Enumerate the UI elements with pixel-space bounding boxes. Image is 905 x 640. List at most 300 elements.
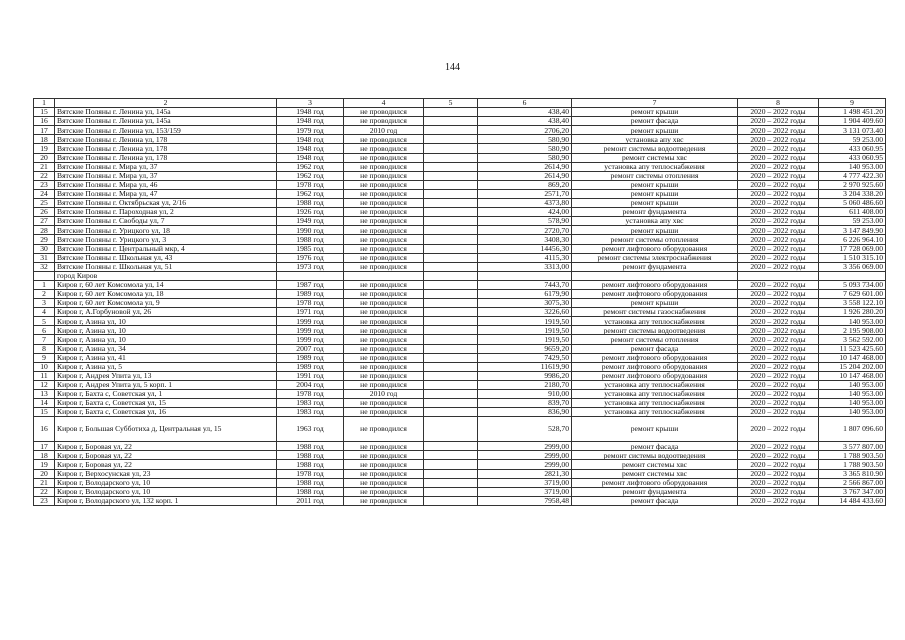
table-row xyxy=(34,244,886,253)
cell-cost: 3 365 810.90 xyxy=(819,469,886,478)
table-row xyxy=(34,208,886,217)
cell-build-year: 1989 год xyxy=(277,362,344,371)
cell-work-type: ремонт крыши xyxy=(572,126,738,135)
cell-work-type: ремонт системы хвс xyxy=(572,469,738,478)
cell-last-repair-year: не проводился xyxy=(344,299,424,308)
cell-period: 2020 – 2022 годы xyxy=(738,144,819,153)
cell-work-type: установка апу хвс xyxy=(572,217,738,226)
cell-area: 9659,20 xyxy=(478,344,572,353)
cell-area: 580,90 xyxy=(478,153,572,162)
cell-cost: 10 147 468.00 xyxy=(819,353,886,362)
cell-area: 1919,50 xyxy=(478,317,572,326)
cell-build-year: 1988 год xyxy=(277,478,344,487)
cell-last-repair-year: не проводился xyxy=(344,162,424,171)
table-row xyxy=(34,344,886,353)
cell-col-5 xyxy=(424,253,478,262)
cell-last-repair-year: не проводился xyxy=(344,208,424,217)
cell-work-type: ремонт фундамента xyxy=(572,208,738,217)
cell-col-5 xyxy=(424,135,478,144)
cell-cost: 14 484 433.60 xyxy=(819,496,886,505)
cell-area: 2999,00 xyxy=(478,460,572,469)
table-row xyxy=(34,353,886,362)
cell-work-type: ремонт фасада xyxy=(572,344,738,353)
cell-period: 2020 – 2022 годы xyxy=(738,217,819,226)
cell-row-number: 26 xyxy=(34,208,55,217)
cell-build-year: 1983 год xyxy=(277,399,344,408)
cell-address: Вятские Поляны г. Мира ул, 37 xyxy=(55,171,277,180)
cell-period: 2020 – 2022 годы xyxy=(738,289,819,298)
cell-period: 2020 – 2022 годы xyxy=(738,478,819,487)
cell-address: Киров г, Большая Субботиха д, Центральная ул, 15 xyxy=(55,417,277,442)
cell-cost: 3 131 073.40 xyxy=(819,126,886,135)
cell-address: Киров г, Володарского ул, 10 xyxy=(55,487,277,496)
table-row xyxy=(34,317,886,326)
column-header: 1 xyxy=(34,99,55,108)
cell-cost: 4 777 422.30 xyxy=(819,171,886,180)
column-header: 7 xyxy=(572,99,738,108)
table-row xyxy=(34,496,886,505)
cell-row-number: 25 xyxy=(34,199,55,208)
cell-cost: 11 523 425.60 xyxy=(819,344,886,353)
cell-area: 3075,30 xyxy=(478,299,572,308)
cell-work-type: ремонт системы хвс xyxy=(572,153,738,162)
cell-last-repair-year: не проводился xyxy=(344,460,424,469)
cell-address: Киров г, Азина ул, 10 xyxy=(55,335,277,344)
cell-address: Киров г, Азина ул, 10 xyxy=(55,317,277,326)
cell-col-5 xyxy=(424,171,478,180)
table-row xyxy=(34,451,886,460)
cell-address: Киров г, Азина ул, 5 xyxy=(55,362,277,371)
table-row xyxy=(34,217,886,226)
cell-cost: 140 953.00 xyxy=(819,162,886,171)
cell-address: Киров г, Боровая ул, 22 xyxy=(55,460,277,469)
cell-period: 2020 – 2022 годы xyxy=(738,469,819,478)
cell-col-5 xyxy=(424,417,478,442)
cell-period: 2020 – 2022 годы xyxy=(738,460,819,469)
cell-cost: 1 926 280.20 xyxy=(819,308,886,317)
cell-period: 2020 – 2022 годы xyxy=(738,362,819,371)
cell-row-number: 17 xyxy=(34,126,55,135)
cell-build-year: 1948 год xyxy=(277,135,344,144)
cell-area: 3408,30 xyxy=(478,235,572,244)
cell-area: 7443,70 xyxy=(478,280,572,289)
cell-work-type: ремонт системы отопления xyxy=(572,235,738,244)
cell-period: 2020 – 2022 годы xyxy=(738,317,819,326)
cell-row-number: 10 xyxy=(34,362,55,371)
cell-col-5 xyxy=(424,189,478,198)
cell-area: 438,40 xyxy=(478,117,572,126)
cell-address: Киров г, Андрея Упита ул, 13 xyxy=(55,371,277,380)
cell-cost: 1 498 451.20 xyxy=(819,108,886,117)
cell-last-repair-year: не проводился xyxy=(344,189,424,198)
cell-period: 2020 – 2022 годы xyxy=(738,326,819,335)
cell-build-year: 1991 год xyxy=(277,371,344,380)
cell-period: 2020 – 2022 годы xyxy=(738,371,819,380)
cell-period: 2020 – 2022 годы xyxy=(738,162,819,171)
cell-area: 2180,70 xyxy=(478,380,572,389)
cell-row-number: 6 xyxy=(34,326,55,335)
table-row xyxy=(34,469,886,478)
cell-last-repair-year: не проводился xyxy=(344,226,424,235)
cell-period: 2020 – 2022 годы xyxy=(738,117,819,126)
table-row xyxy=(34,144,886,153)
cell-work-type: ремонт фасада xyxy=(572,496,738,505)
cell-address: Киров г, 60 лет Комсомола ул, 18 xyxy=(55,289,277,298)
cell-build-year: 1962 год xyxy=(277,189,344,198)
cell-row-number: 15 xyxy=(34,408,55,417)
cell-address: Вятские Поляны г. Ленина ул, 145а xyxy=(55,108,277,117)
cell-period: 2020 – 2022 годы xyxy=(738,244,819,253)
cell-work-type: ремонт системы электроснабжения xyxy=(572,253,738,262)
cell-cost xyxy=(819,271,886,280)
cell-work-type: ремонт системы газоснабжения xyxy=(572,308,738,317)
cell-area: 2999,00 xyxy=(478,451,572,460)
cell-last-repair-year: не проводился xyxy=(344,235,424,244)
cell-build-year: 1978 год xyxy=(277,299,344,308)
column-header: 4 xyxy=(344,99,424,108)
table-row xyxy=(34,235,886,244)
cell-cost: 3 562 592.00 xyxy=(819,335,886,344)
table-row xyxy=(34,262,886,271)
cell-work-type: ремонт крыши xyxy=(572,226,738,235)
cell-row-number: 5 xyxy=(34,317,55,326)
cell-col-5 xyxy=(424,390,478,399)
cell-work-type: ремонт системы отопления xyxy=(572,171,738,180)
cell-col-5 xyxy=(424,217,478,226)
cell-area: 2571,70 xyxy=(478,189,572,198)
table-row xyxy=(34,180,886,189)
cell-col-5 xyxy=(424,144,478,153)
cell-row-number: 17 xyxy=(34,442,55,451)
cell-build-year: 1978 год xyxy=(277,180,344,189)
cell-work-type: установка апу теплоснабжения xyxy=(572,390,738,399)
table-row xyxy=(34,460,886,469)
cell-work-type: ремонт лифтового оборудования xyxy=(572,280,738,289)
cell-row-number: 19 xyxy=(34,460,55,469)
cell-build-year: 1987 год xyxy=(277,280,344,289)
cell-col-5 xyxy=(424,460,478,469)
cell-period: 2020 – 2022 годы xyxy=(738,417,819,442)
cell-area: 4373,80 xyxy=(478,199,572,208)
cell-cost: 1 904 409.60 xyxy=(819,117,886,126)
cell-work-type: ремонт фундамента xyxy=(572,487,738,496)
cell-address: Вятские Поляны г. Школьная ул, 43 xyxy=(55,253,277,262)
table-row xyxy=(34,308,886,317)
cell-area: 580,90 xyxy=(478,144,572,153)
cell-row-number: 23 xyxy=(34,496,55,505)
table-row xyxy=(34,390,886,399)
cell-work-type: ремонт крыши xyxy=(572,417,738,442)
cell-build-year: 1963 год xyxy=(277,417,344,442)
cell-col-5 xyxy=(424,353,478,362)
cell-period: 2020 – 2022 годы xyxy=(738,280,819,289)
cell-period: 2020 – 2022 годы xyxy=(738,171,819,180)
cell-address: Киров г, Азина ул, 10 xyxy=(55,326,277,335)
cell-address: Вятские Поляны г. Урицкого ул, 18 xyxy=(55,226,277,235)
cell-row-number: 18 xyxy=(34,451,55,460)
cell-address: Вятские Поляны г. Урицкого ул, 3 xyxy=(55,235,277,244)
cell-address: Киров г, Бахта с, Советская ул, 16 xyxy=(55,408,277,417)
table-row xyxy=(34,442,886,451)
cell-row-number: 2 xyxy=(34,289,55,298)
cell-work-type: ремонт системы хвс xyxy=(572,460,738,469)
cell-area: 2614,90 xyxy=(478,171,572,180)
cell-cost: 6 226 964.10 xyxy=(819,235,886,244)
cell-last-repair-year: не проводился xyxy=(344,135,424,144)
cell-last-repair-year: не проводился xyxy=(344,308,424,317)
cell-row-number: 24 xyxy=(34,189,55,198)
cell-area: 4115,30 xyxy=(478,253,572,262)
column-header: 5 xyxy=(424,99,478,108)
table-row xyxy=(34,299,886,308)
cell-work-type: ремонт крыши xyxy=(572,299,738,308)
cell-col-5 xyxy=(424,162,478,171)
cell-build-year: 1988 год xyxy=(277,460,344,469)
cell-row-number: 21 xyxy=(34,478,55,487)
cell-period: 2020 – 2022 годы xyxy=(738,135,819,144)
cell-last-repair-year: не проводился xyxy=(344,253,424,262)
cell-area: 424,00 xyxy=(478,208,572,217)
cell-row-number: 16 xyxy=(34,117,55,126)
cell-area: 839,70 xyxy=(478,399,572,408)
cell-period: 2020 – 2022 годы xyxy=(738,262,819,271)
cell-address: Вятские Поляны г. Октябрьская ул, 2/16 xyxy=(55,199,277,208)
table-row xyxy=(34,487,886,496)
cell-work-type: ремонт лифтового оборудования xyxy=(572,244,738,253)
cell-work-type: ремонт фасада xyxy=(572,117,738,126)
cell-area: 1919,50 xyxy=(478,335,572,344)
cell-build-year: 1988 год xyxy=(277,451,344,460)
cell-work-type: ремонт системы водоотведения xyxy=(572,451,738,460)
cell-build-year: 2004 год xyxy=(277,380,344,389)
cell-col-5 xyxy=(424,180,478,189)
table-row xyxy=(34,108,886,117)
cell-work-type: ремонт крыши xyxy=(572,108,738,117)
cell-work-type: ремонт крыши xyxy=(572,189,738,198)
cell-col-5 xyxy=(424,451,478,460)
cell-cost: 5 060 486.60 xyxy=(819,199,886,208)
cell-col-5 xyxy=(424,308,478,317)
cell-cost: 59 253.00 xyxy=(819,217,886,226)
cell-area: 11619,90 xyxy=(478,362,572,371)
cell-col-5 xyxy=(424,153,478,162)
cell-period: 2020 – 2022 годы xyxy=(738,451,819,460)
cell-last-repair-year: не проводился xyxy=(344,408,424,417)
cell-row-number: 11 xyxy=(34,371,55,380)
cell-address: Вятские Поляны г. Ленина ул, 178 xyxy=(55,153,277,162)
cell-period: 2020 – 2022 годы xyxy=(738,235,819,244)
cell-cost: 433 060.95 xyxy=(819,144,886,153)
cell-last-repair-year: не проводился xyxy=(344,469,424,478)
cell-cost: 140 953.00 xyxy=(819,380,886,389)
table-row xyxy=(34,126,886,135)
cell-area: 578,90 xyxy=(478,217,572,226)
data-table xyxy=(33,98,886,506)
cell-col-5 xyxy=(424,317,478,326)
cell-cost: 433 060.95 xyxy=(819,153,886,162)
cell-work-type: установка апу теплоснабжения xyxy=(572,399,738,408)
cell-last-repair-year: не проводился xyxy=(344,289,424,298)
cell-cost: 10 147 468.00 xyxy=(819,371,886,380)
cell-build-year: 1989 год xyxy=(277,289,344,298)
cell-period: 2020 – 2022 годы xyxy=(738,496,819,505)
cell-work-type: установка апу теплоснабжения xyxy=(572,380,738,389)
table-row xyxy=(34,371,886,380)
page-number: 144 xyxy=(445,62,460,73)
cell-work-type: ремонт лифтового оборудования xyxy=(572,289,738,298)
cell-build-year: 1989 год xyxy=(277,353,344,362)
cell-address: Киров г, Азина ул, 41 xyxy=(55,353,277,362)
cell-period: 2020 – 2022 годы xyxy=(738,189,819,198)
table-row xyxy=(34,280,886,289)
cell-row-number: 19 xyxy=(34,144,55,153)
cell-last-repair-year: не проводился xyxy=(344,199,424,208)
cell-col-5 xyxy=(424,244,478,253)
cell-build-year: 1949 год xyxy=(277,217,344,226)
cell-last-repair-year: не проводился xyxy=(344,217,424,226)
cell-address: Вятские Поляны г. Ленина ул, 153/159 xyxy=(55,126,277,135)
cell-period: 2020 – 2022 годы xyxy=(738,380,819,389)
cell-last-repair-year: не проводился xyxy=(344,344,424,353)
cell-area: 580,90 xyxy=(478,135,572,144)
cell-last-repair-year: не проводился xyxy=(344,380,424,389)
column-header: 8 xyxy=(738,99,819,108)
cell-area: 438,40 xyxy=(478,108,572,117)
table-row xyxy=(34,417,886,442)
cell-col-5 xyxy=(424,496,478,505)
cell-address: Вятские Поляны г. Центральный мкр, 4 xyxy=(55,244,277,253)
cell-address: Киров г, Боровая ул, 22 xyxy=(55,451,277,460)
cell-col-5 xyxy=(424,299,478,308)
cell-address: Вятские Поляны г. Школьная ул, 51 xyxy=(55,262,277,271)
cell-build-year: 1985 год xyxy=(277,244,344,253)
cell-build-year: 2011 год xyxy=(277,496,344,505)
cell-row-number: 30 xyxy=(34,244,55,253)
cell-build-year: 1988 год xyxy=(277,199,344,208)
cell-last-repair-year: не проводился xyxy=(344,362,424,371)
cell-build-year: 2007 год xyxy=(277,344,344,353)
cell-area: 9986,20 xyxy=(478,371,572,380)
cell-col-5 xyxy=(424,399,478,408)
cell-work-type: ремонт крыши xyxy=(572,199,738,208)
cell-area: 910,00 xyxy=(478,390,572,399)
cell-col-5 xyxy=(424,199,478,208)
cell-cost: 1 788 903.50 xyxy=(819,451,886,460)
cell-row-number: 7 xyxy=(34,335,55,344)
cell-work-type: ремонт лифтового оборудования xyxy=(572,353,738,362)
cell-build-year: 1988 год xyxy=(277,235,344,244)
cell-col-5 xyxy=(424,478,478,487)
cell-area: 836,90 xyxy=(478,408,572,417)
cell-work-type: установка апу теплоснабжения xyxy=(572,162,738,171)
cell-cost: 3 204 338.20 xyxy=(819,189,886,198)
cell-period: 2020 – 2022 годы xyxy=(738,180,819,189)
cell-last-repair-year: не проводился xyxy=(344,335,424,344)
cell-col-5 xyxy=(424,117,478,126)
cell-col-5 xyxy=(424,335,478,344)
cell-row-number: 4 xyxy=(34,308,55,317)
cell-period: 2020 – 2022 годы xyxy=(738,108,819,117)
cell-row-number: 16 xyxy=(34,417,55,442)
cell-last-repair-year: не проводился xyxy=(344,171,424,180)
table-row xyxy=(34,335,886,344)
cell-cost: 17 728 069.00 xyxy=(819,244,886,253)
cell-work-type: ремонт лифтового оборудования xyxy=(572,371,738,380)
cell-last-repair-year: не проводился xyxy=(344,478,424,487)
cell-address: Киров г, Володарского ул, 10 xyxy=(55,478,277,487)
cell-col-5 xyxy=(424,380,478,389)
table-row xyxy=(34,289,886,298)
cell-period xyxy=(738,271,819,280)
section-row xyxy=(34,271,886,280)
cell-work-type: установка апу теплоснабжения xyxy=(572,408,738,417)
cell-row-number: 27 xyxy=(34,217,55,226)
cell-col-5 xyxy=(424,487,478,496)
table-row xyxy=(34,189,886,198)
cell-cost: 2 195 908.00 xyxy=(819,326,886,335)
cell-period: 2020 – 2022 годы xyxy=(738,253,819,262)
cell-work-type xyxy=(572,271,738,280)
cell-row-number: 32 xyxy=(34,262,55,271)
cell-address: Киров г, Боровая ул, 22 xyxy=(55,442,277,451)
cell-build-year: 1988 год xyxy=(277,442,344,451)
column-header: 6 xyxy=(478,99,572,108)
table-row xyxy=(34,162,886,171)
column-header: 2 xyxy=(55,99,277,108)
cell-area: 2720,70 xyxy=(478,226,572,235)
cell-cost: 3 767 347.00 xyxy=(819,487,886,496)
cell-cost: 3 356 069.00 xyxy=(819,262,886,271)
table-row xyxy=(34,408,886,417)
cell-build-year: 1999 год xyxy=(277,317,344,326)
cell-address: Киров г, Бахта с, Советская ул, 1 xyxy=(55,390,277,399)
cell-row-number: 1 xyxy=(34,280,55,289)
cell-period: 2020 – 2022 годы xyxy=(738,126,819,135)
cell-address: Вятские Поляны г. Свободы ул, 7 xyxy=(55,217,277,226)
cell-address: Вятские Поляны г. Пароходная ул, 2 xyxy=(55,208,277,217)
cell-last-repair-year: не проводился xyxy=(344,371,424,380)
table-row xyxy=(34,253,886,262)
cell-col-5 xyxy=(424,344,478,353)
cell-address: Киров г, 60 лет Комсомола ул, 14 xyxy=(55,280,277,289)
cell-row-number: 23 xyxy=(34,180,55,189)
table-body xyxy=(34,99,886,506)
cell-last-repair-year: не проводился xyxy=(344,262,424,271)
cell-row-number: 22 xyxy=(34,487,55,496)
cell-row-number: 13 xyxy=(34,390,55,399)
cell-work-type: ремонт фундамента xyxy=(572,262,738,271)
cell-last-repair-year: не проводился xyxy=(344,451,424,460)
cell-cost: 140 953.00 xyxy=(819,408,886,417)
cell-period: 2020 – 2022 годы xyxy=(738,399,819,408)
cell-build-year: 1990 год xyxy=(277,226,344,235)
cell-address: Вятские Поляны г. Мира ул, 46 xyxy=(55,180,277,189)
cell-cost: 611 408.00 xyxy=(819,208,886,217)
cell-col-5 xyxy=(424,469,478,478)
cell-row-number: 29 xyxy=(34,235,55,244)
cell-build-year: 1926 год xyxy=(277,208,344,217)
cell-cost: 3 147 849.90 xyxy=(819,226,886,235)
cell-col-5 xyxy=(424,126,478,135)
table-row xyxy=(34,171,886,180)
cell-address: Киров г, Бахта с, Советская ул, 15 xyxy=(55,399,277,408)
cell-build-year: 1999 год xyxy=(277,335,344,344)
cell-last-repair-year: не проводился xyxy=(344,117,424,126)
cell-cost: 3 577 807.00 xyxy=(819,442,886,451)
cell-area: 3313,00 xyxy=(478,262,572,271)
cell-area: 2821,30 xyxy=(478,469,572,478)
cell-area: 6179,90 xyxy=(478,289,572,298)
